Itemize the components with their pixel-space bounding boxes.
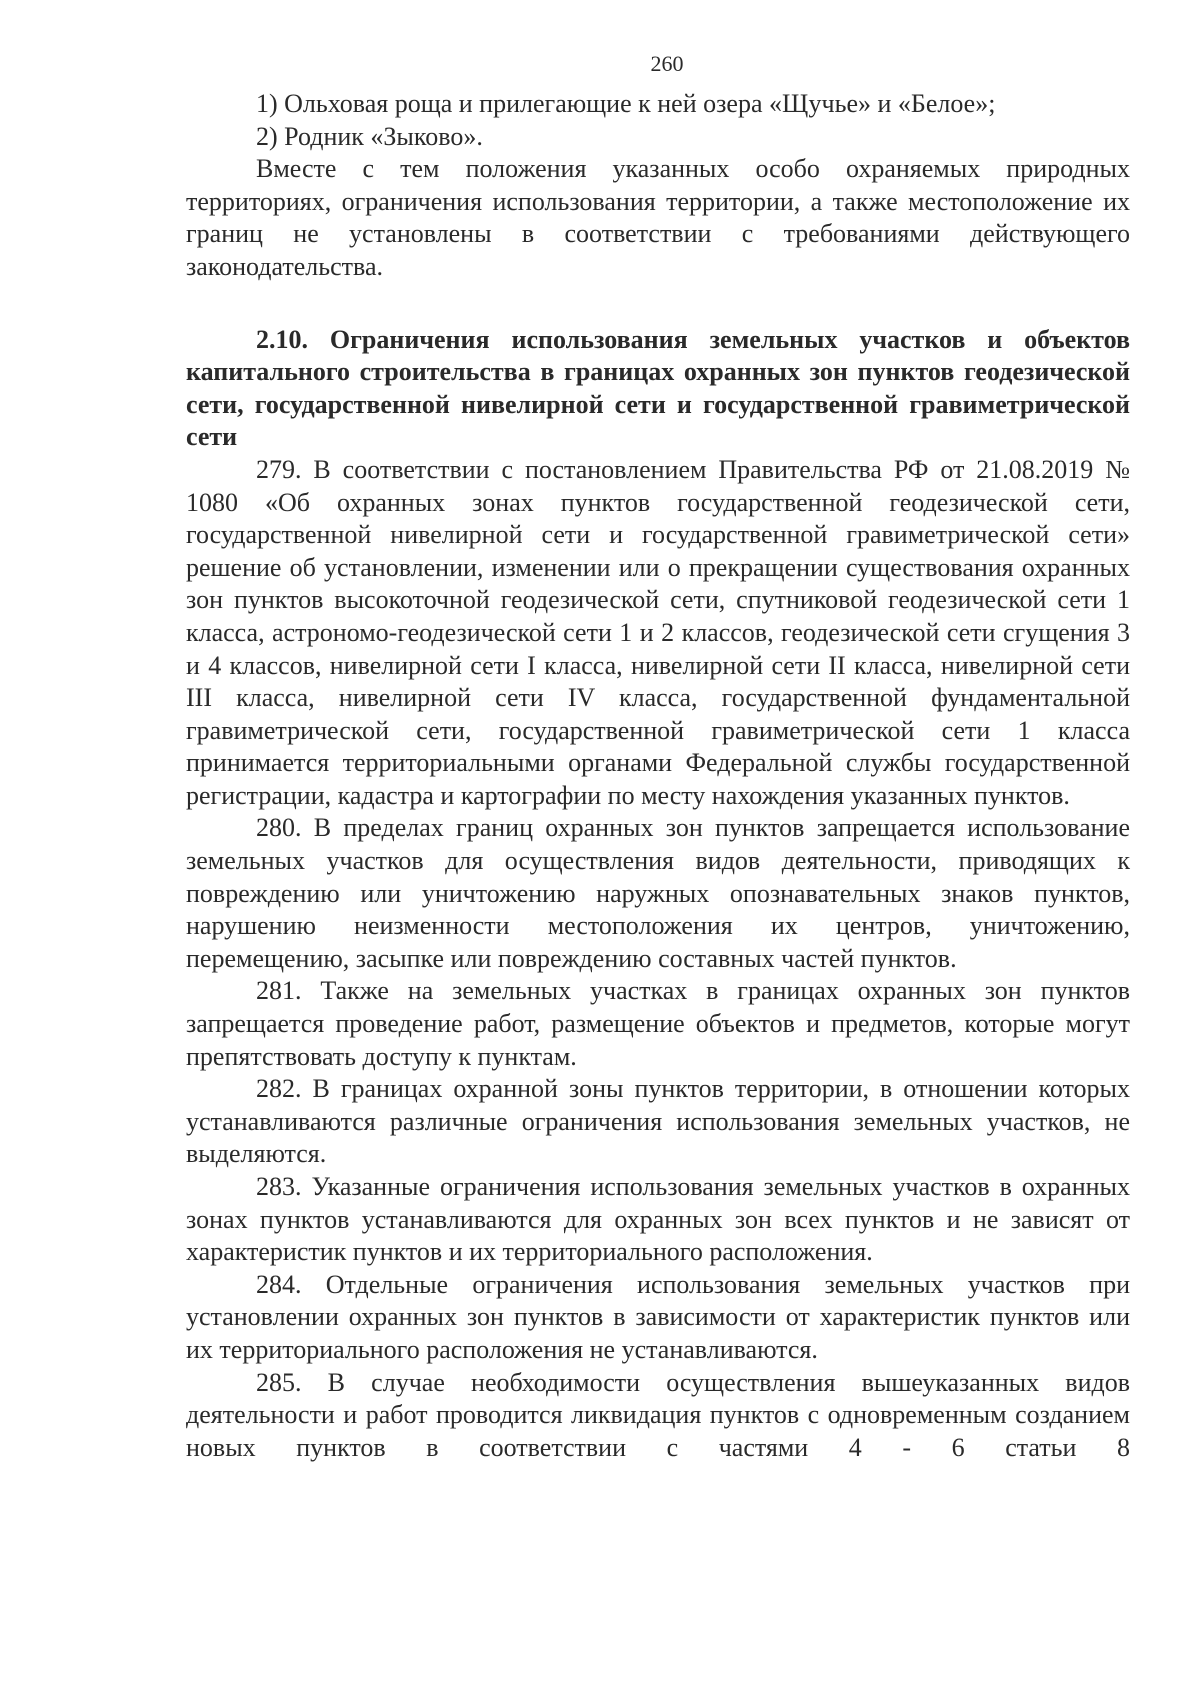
paragraph-284: 284. Отдельные ограничения использования земельных участков при установлении охранных зон пунктов в зависимости от характеристик пунктов или их территориального расположения не устанавливаются. xyxy=(186,1269,1130,1364)
paragraph-282: 282. В границах охранной зоны пунктов территории, в отношении которых устанавливаются различные ограничения использования земельных участков, не выделяются. xyxy=(186,1074,1130,1169)
paragraph-280: 280. В пределах границ охранных зон пунктов запрещается использование земельных участков для осуществления видов деятельности, приводящих к повреждению или уничтожению наружных опознавательных знаков пунктов, нарушению неизменности местоположения их центров, уничтожению, перемещению, засыпке или повреждению составных частей пунктов. xyxy=(186,813,1130,973)
section-spacer xyxy=(186,284,1130,324)
list-item-1: 1) Ольховая роща и прилегающие к ней озера «Щучье» и «Белое»; xyxy=(256,89,996,118)
paragraph-283: 283. Указанные ограничения использования земельных участков в охранных зонах пунктов устанавливаются для охранных зон всех пунктов и не зависят от характеристик пунктов и их территориального расположения. xyxy=(186,1172,1130,1267)
paragraph-279: 279. В соответствии с постановлением Правительства РФ от 21.08.2019 № 1080 «Об охранных зонах пунктов государственной геодезической сети, государственной нивелирной сети и государственной гравиметрической сети» решение об установлении, изменении или о прекращении существования охранных зон пунктов высокоточной геодезической сети, спутниковой геодезической сети 1 класса, астрономо-геодезической сети 1 и 2 классов, геодезической сети сгущения 3 и 4 классов, нивелирной сети I класса, нивелирной сети II класса, нивелирной сети III класса, нивелирной сети IV класса, государственной фундаментальной гравиметрической сети, государственной гравиметрической сети 1 класса принимается территориальными органами Федеральной службы государственной регистрации, кадастра и картографии по месту нахождения указанных пунктов. xyxy=(186,454,1130,810)
paragraph-281: 281. Также на земельных участках в границах охранных зон пунктов запрещается проведение работ, размещение объектов и предметов, которые могут препятствовать доступу к пунктам. xyxy=(186,976,1130,1071)
list-item-2: 2) Родник «Зыково». xyxy=(256,121,483,151)
intro-paragraph: Вместе с тем положения указанных особо охраняемых природных территориях, ограничения использования территории, а также местоположение их границ не установлены в соответствии с требованиями действующего законодательства. xyxy=(186,154,1130,281)
paragraph-285: 285. В случае необходимости осуществления вышеуказанных видов деятельности и работ проводится ликвидация пунктов с одновременным созданием новых пунктов в соответствии с частями 4 - 6 статьи 8 xyxy=(186,1367,1130,1462)
section-heading: 2.10. Ограничения использования земельных участков и объектов капитального строительства в границах охранных зон пунктов геодезической сети, государственной нивелирной сети и государственной гравиметрической сети xyxy=(186,324,1130,452)
page-number: 260 xyxy=(650,51,684,76)
document-page xyxy=(186,44,1130,1464)
